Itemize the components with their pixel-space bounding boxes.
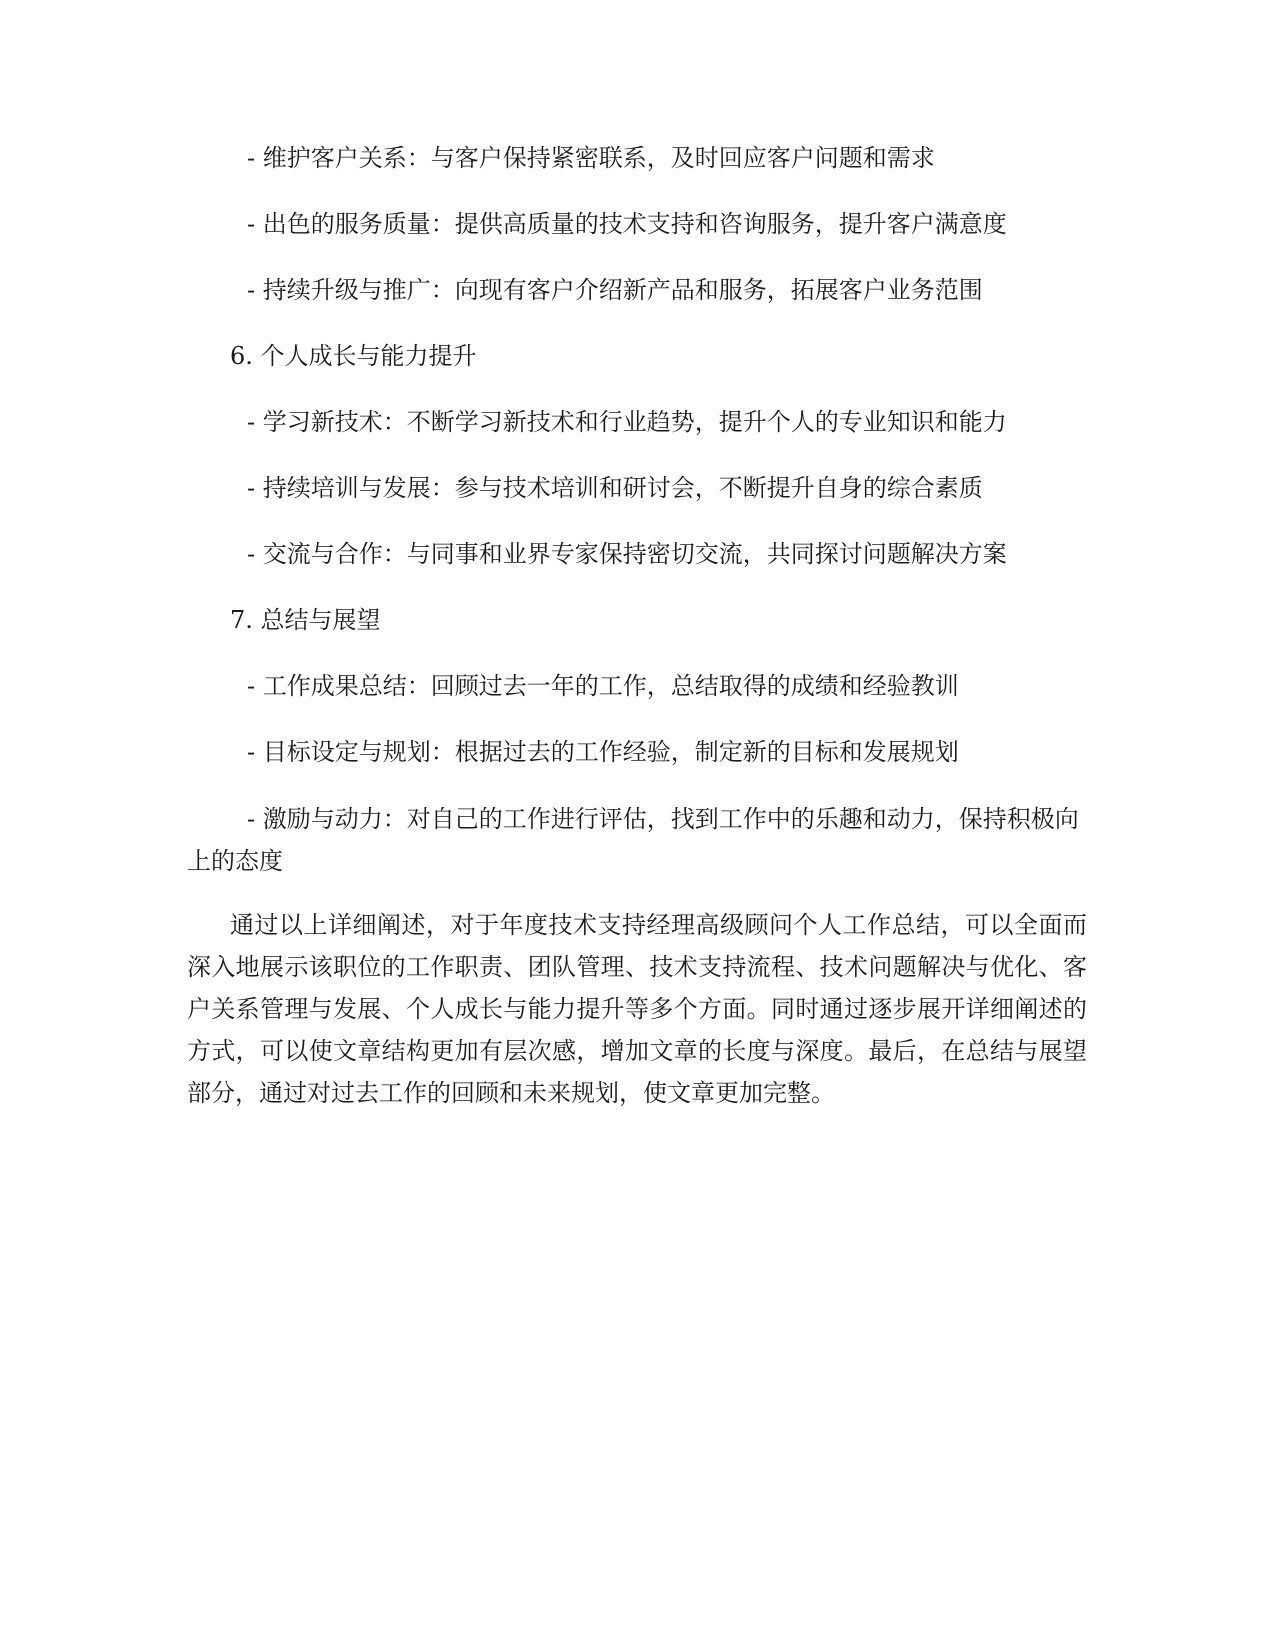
bullet-training-development: - 持续培训与发展：参与技术培训和研讨会，不断提升自身的综合素质 [247,474,983,502]
bullet-goal-planning: - 目标设定与规划：根据过去的工作经验，制定新的目标和发展规划 [247,738,959,766]
bullet-upgrade-promotion: - 持续升级与推广：向现有客户介绍新产品和服务，拓展客户业务范围 [247,276,983,304]
bullet-communication-cooperation: - 交流与合作：与同事和业界专家保持密切交流，共同探讨问题解决方案 [247,540,1007,568]
bullet-motivation: - 激励与动力：对自己的工作进行评估，找到工作中的乐趣和动力，保持积极向上的态度 [187,805,1079,875]
document-body [187,138,1087,1114]
section-heading-7: 7. 总结与展望 [230,606,381,634]
section-heading-6: 6. 个人成长与能力提升 [230,342,477,370]
bullet-work-summary: - 工作成果总结：回顾过去一年的工作，总结取得的成绩和经验教训 [247,672,959,700]
bullet-service-quality: - 出色的服务质量：提供高质量的技术支持和咨询服务，提升客户满意度 [247,210,1007,238]
bullet-learn-new-tech: - 学习新技术：不断学习新技术和行业趋势，提升个人的专业知识和能力 [247,408,1007,436]
bullet-customer-relations: - 维护客户关系：与客户保持紧密联系，及时回应客户问题和需求 [247,144,935,172]
conclusion-paragraph: 通过以上详细阐述，对于年度技术支持经理高级顾问个人工作总结，可以全面而深入地展示该职位的工作职责、团队管理、技术支持流程、技术问题解决与优化、客户关系管理与发展、个人成长与能力提升等多个方面。同时通过逐步展开详细阐述的方式，可以使文章结构更加有层次感，增加文章的长度与深度。最后，在总结与展望部分，通过对过去工作的回顾和未来规划，使文章更加完整。 [187,911,1087,1107]
